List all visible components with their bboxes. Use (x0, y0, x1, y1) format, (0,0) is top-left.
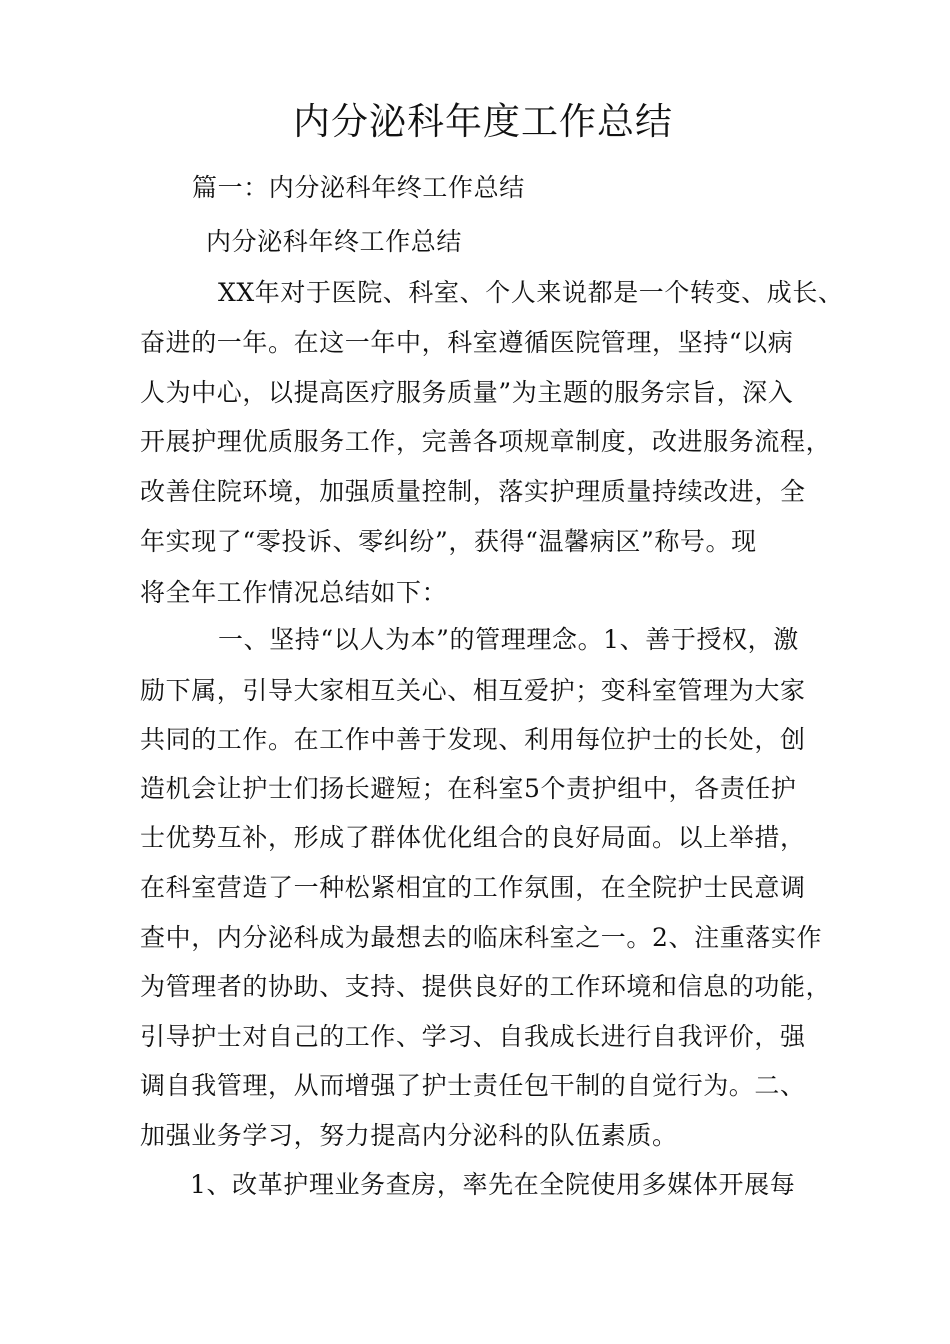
body-line: 共同的工作。在工作中善于发现、利用每位护士的长处，创 (140, 725, 806, 754)
body-line: 查中，内分泌科成为最想去的临床科室之一。2、注重落实作 (140, 923, 823, 952)
body-line: 1、改革护理业务查房，率先在全院使用多媒体开展每 (190, 1170, 796, 1199)
body-line: 改善住院环境，加强质量控制，落实护理质量持续改进，全 (140, 477, 806, 506)
body-line: 人为中心，以提高医疗服务质量”为主题的服务宗旨，深入 (140, 378, 794, 407)
body-line: 造机会让护士们扬长避短；在科室5个责护组中，各责任护 (140, 774, 797, 803)
body-line: 在科室营造了一种松紧相宜的工作氛围，在全院护士民意调 (140, 873, 806, 902)
body-line: 奋进的一年。在这一年中，科室遵循医院管理，坚持“以病 (140, 328, 794, 357)
body-line: 励下属，引导大家相互关心、相互爱护；变科室管理为大家 (140, 676, 806, 705)
body-line: 将全年工作情况总结如下： (140, 578, 448, 607)
body-line: XX年对于医院、科室、个人来说都是一个转变、成长、 (218, 278, 844, 307)
body-line: 加强业务学习，努力提高内分泌科的队伍素质。 (140, 1121, 678, 1150)
body-line: 调自我管理，从而增强了护士责任包干制的自觉行为。二、 (140, 1071, 806, 1100)
body-line: 引导护士对自己的工作、学习、自我成长进行自我评价，强 (140, 1022, 806, 1051)
document-title: 内分泌科年度工作总结 (293, 100, 673, 143)
body-line: 为管理者的协助、支持、提供良好的工作环境和信息的功能， (140, 972, 832, 1001)
body-line: 一、坚持“以人为本”的管理理念。1、善于授权，激 (218, 625, 799, 654)
chapter-heading: 篇一：内分泌科年终工作总结 (192, 173, 525, 202)
body-line: 士优势互补，形成了群体优化组合的良好局面。以上举措， (140, 823, 806, 852)
body-line: 年实现了“零投诉、零纠纷”，获得“温馨病区”称号。现 (140, 527, 757, 556)
body-line: 开展护理优质服务工作，完善各项规章制度，改进服务流程， (140, 427, 832, 456)
section-heading: 内分泌科年终工作总结 (206, 227, 463, 256)
